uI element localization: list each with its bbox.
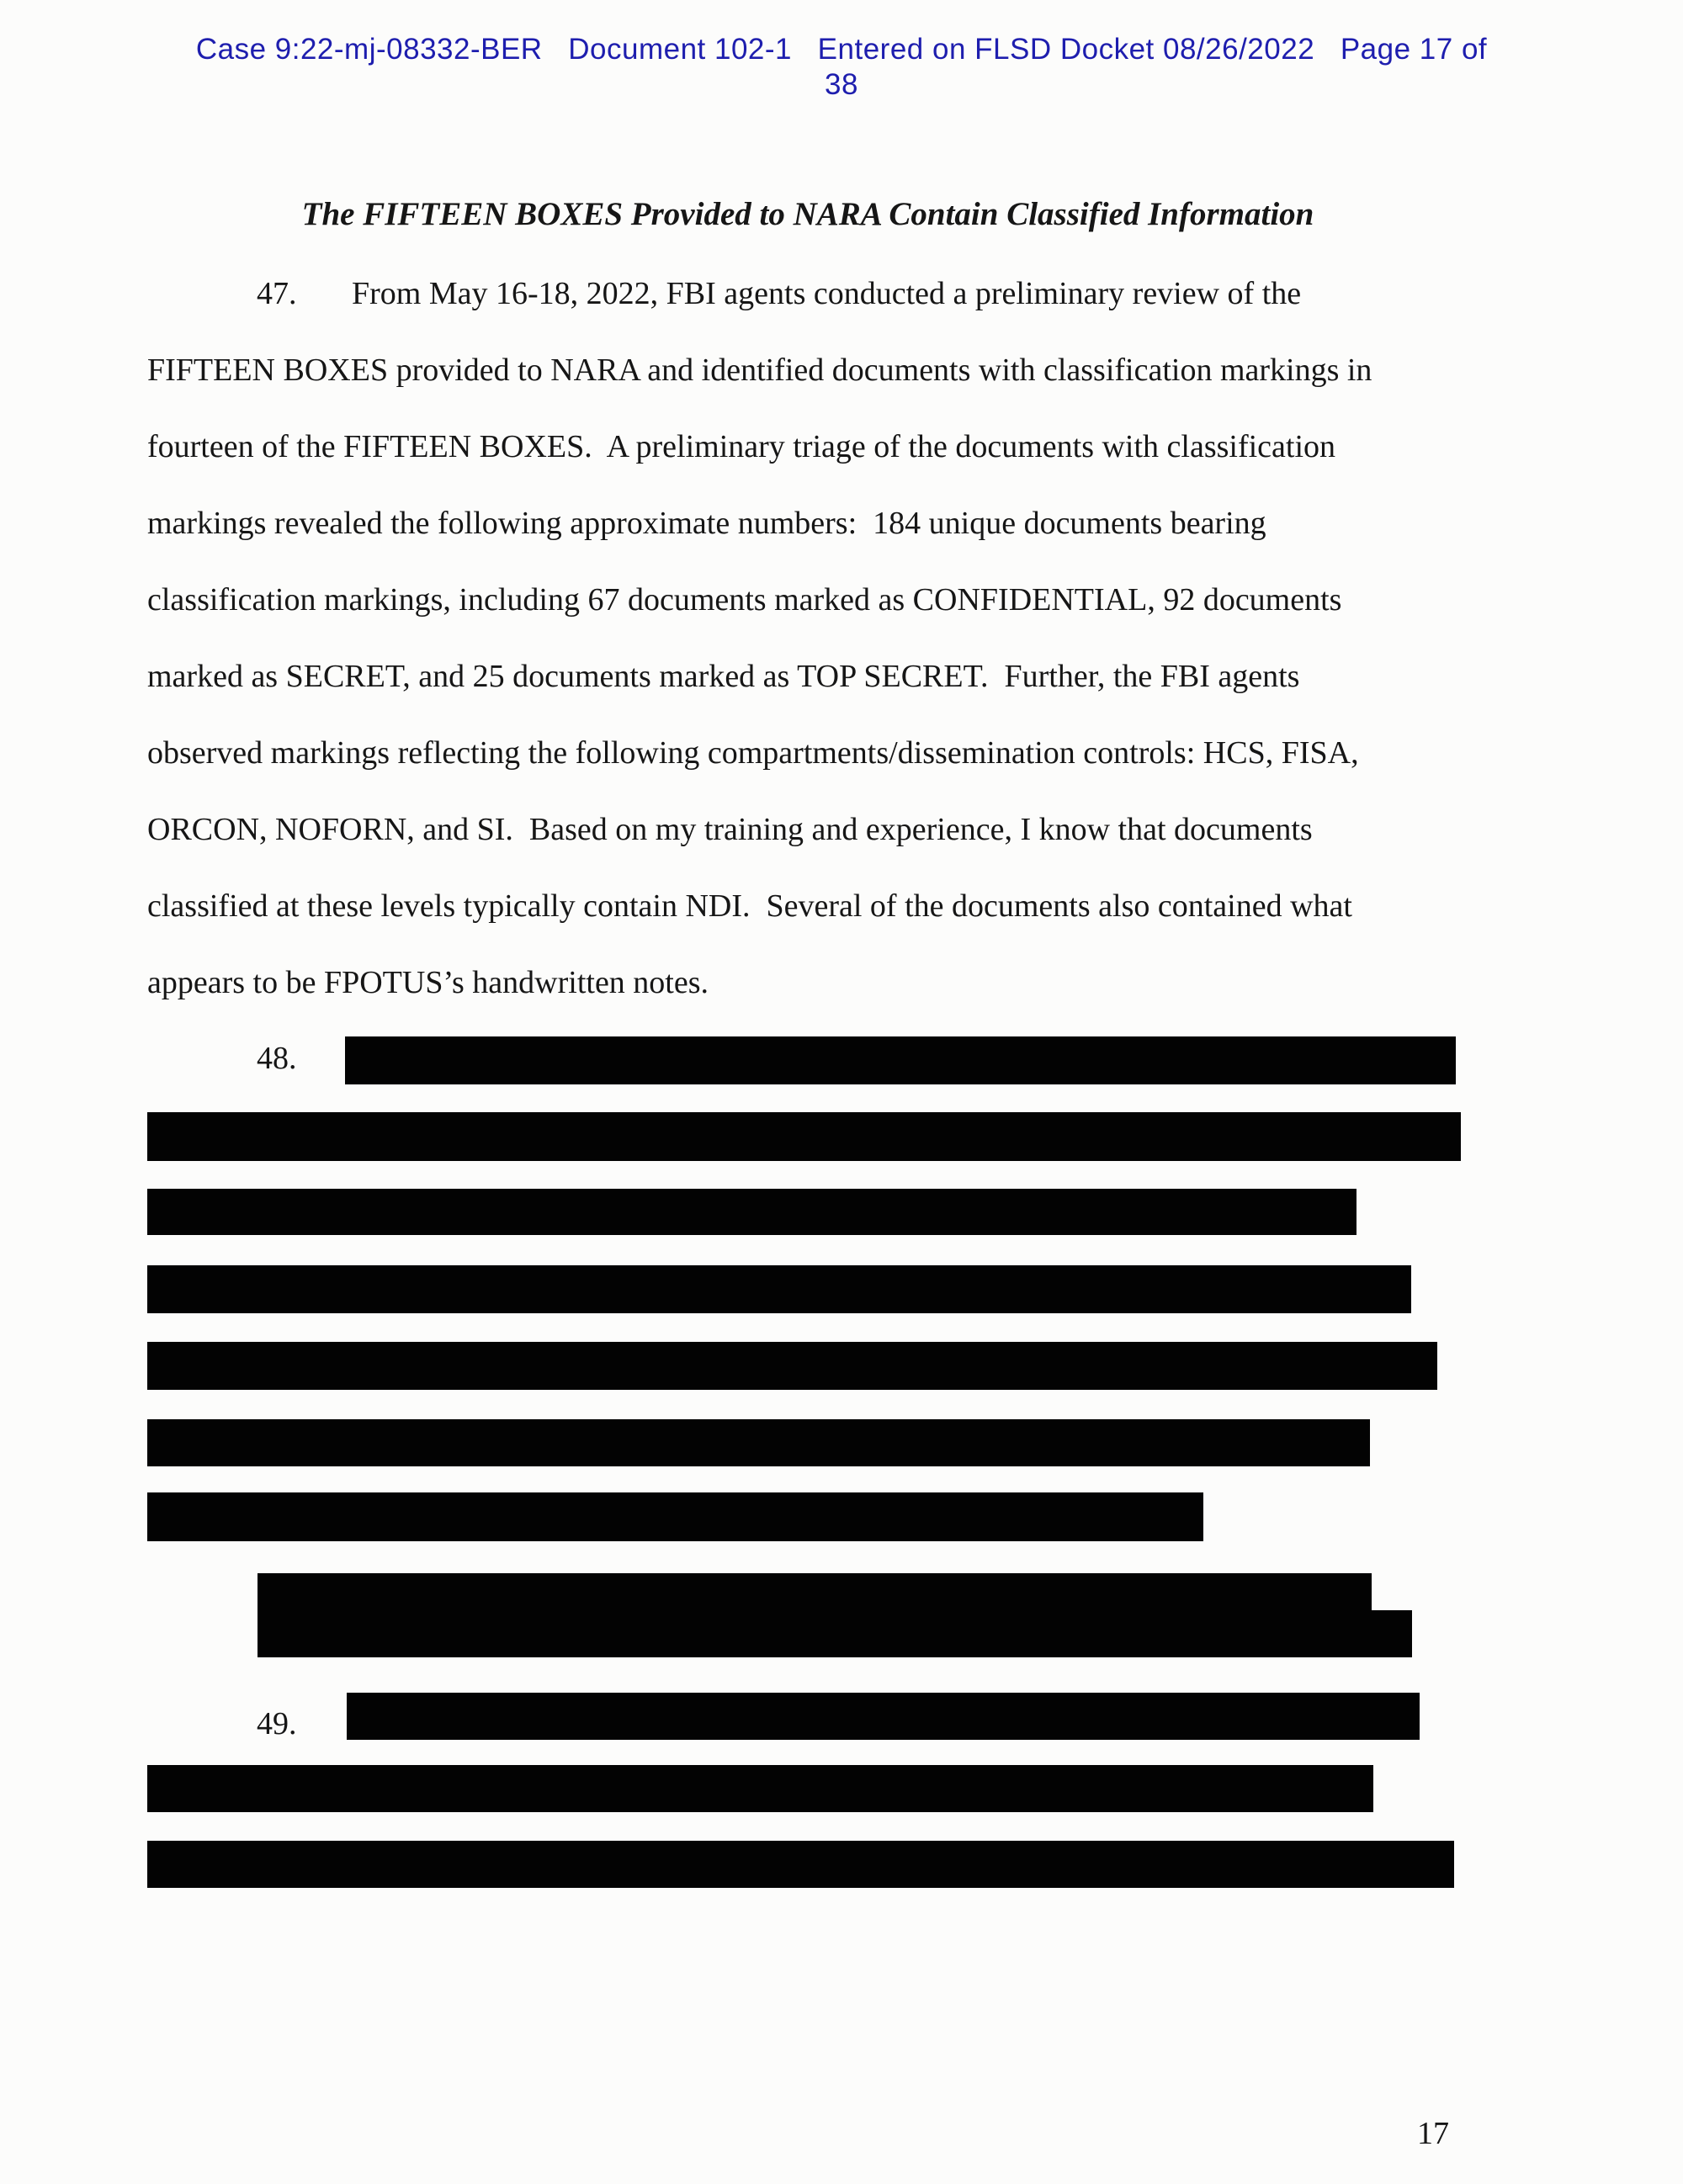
body-line: markings revealed the following approximate numbers: 184 unique documents bearing	[147, 506, 1266, 541]
redaction-bar	[347, 1693, 1420, 1740]
body-line: fourteen of the FIFTEEN BOXES. A preliminary triage of the documents with classification	[147, 429, 1336, 464]
body-line: classified at these levels typically contain NDI. Several of the documents also contained what	[147, 888, 1352, 924]
paragraph-number-49: 49.	[257, 1706, 297, 1741]
case-header-line-1: Case 9:22-mj-08332-BER Document 102-1 Entered on FLSD Docket 08/26/2022 Page 17 of	[195, 33, 1488, 66]
section-heading: The FIFTEEN BOXES Provided to NARA Contain Classified Information	[301, 196, 1314, 232]
body-line: ORCON, NOFORN, and SI. Based on my training and experience, I know that documents	[147, 812, 1313, 847]
page-number: 17	[1417, 2116, 1449, 2151]
paragraph-number-48: 48.	[257, 1041, 297, 1076]
body-line: From May 16-18, 2022, FBI agents conducted a preliminary review of the	[352, 276, 1302, 311]
case-header-line-2: 38	[825, 68, 858, 101]
redaction-bar	[147, 1765, 1373, 1812]
redaction-bar	[147, 1841, 1454, 1888]
body-line: appears to be FPOTUS’s handwritten notes.	[147, 965, 709, 1000]
paragraph-number-47: 47.	[257, 276, 297, 311]
body-line: FIFTEEN BOXES provided to NARA and identified documents with classification markings in	[147, 353, 1372, 388]
body-line: observed markings reflecting the following compartments/dissemination controls: HCS, FISA,	[147, 735, 1359, 771]
body-line: marked as SECRET, and 25 documents marked as TOP SECRET. Further, the FBI agents	[147, 659, 1300, 694]
body-line: classification markings, including 67 documents marked as CONFIDENTIAL, 92 documents	[147, 582, 1342, 618]
